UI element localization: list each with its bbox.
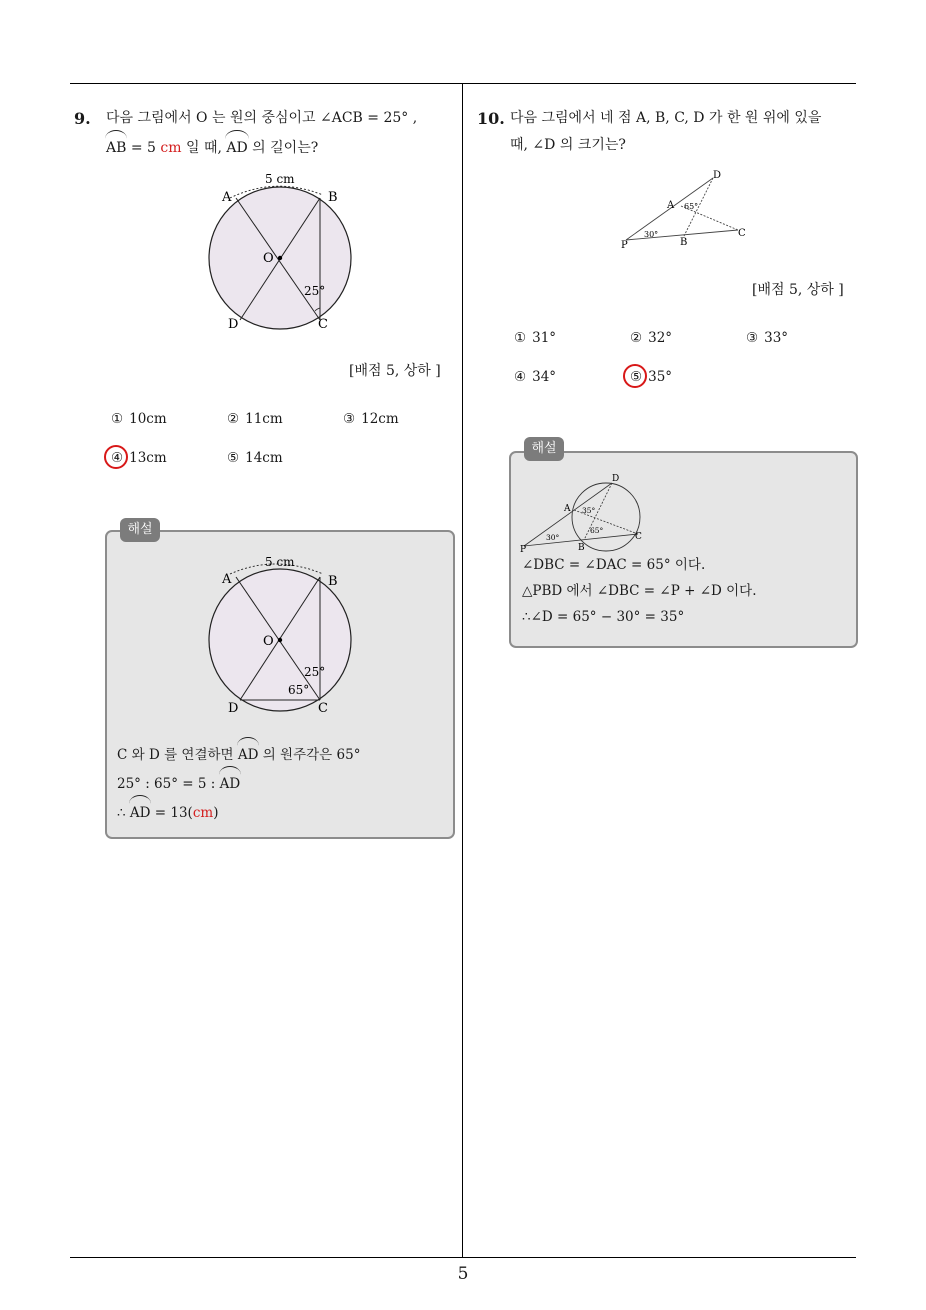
q10-choice-3-text: 33° [764, 330, 789, 346]
q9-sol-fig-angle-c2: 65° [288, 683, 310, 697]
q10-choice-1-num: ① [514, 330, 527, 346]
q10-sol-fig-angle-b: 65° [590, 526, 604, 535]
q10-choice-2-text: 32° [648, 330, 673, 346]
q9-choice-2-num: ② [227, 411, 240, 427]
q9-arc-ab: AB [106, 132, 126, 162]
q10-solution-figure [518, 470, 648, 555]
q10-choice-3-num: ③ [746, 330, 759, 346]
q9-unit: cm [160, 140, 182, 156]
q10-fig-angle-p: 30° [644, 230, 659, 239]
q10-sol-line1: ∠DBC = ∠DAC = 65° 이다. [522, 557, 706, 573]
q9-sol-line2: 25° : 65° = 5 : AD [117, 768, 447, 797]
q10-sol-fig-point-c: C [635, 532, 642, 542]
q9-number: 9. [74, 109, 91, 128]
top-rule [70, 83, 856, 84]
page-number: 5 [457, 1264, 469, 1284]
q9-circle-figure [200, 168, 365, 333]
q9-fig-top-label: 5 cm [265, 172, 295, 186]
q9-answer-circle [104, 445, 128, 469]
q9-choice-1-num: ① [111, 411, 124, 427]
q10-choice-4-text: 34° [532, 369, 557, 385]
q9-choice-1[interactable] [111, 411, 167, 427]
q9-choice-4-text: 13cm [129, 450, 167, 466]
q9-text [106, 105, 456, 162]
q9-line2: AB = 5 cm 일 때, AD 의 길이는? [106, 132, 456, 162]
q9-choice-2[interactable] [227, 411, 283, 427]
q9-sol-line3: ∴ AD = 13(cm) [117, 797, 447, 826]
q10-choice-1-text: 31° [532, 330, 557, 346]
q9-choice-3[interactable] [343, 411, 399, 427]
q9-solution-figure [200, 552, 365, 717]
q10-choice-4[interactable] [514, 369, 556, 385]
q9-sol-fig-point-c: C [318, 701, 328, 716]
q9-arc-ad: AD [226, 132, 247, 162]
q9-choice-5[interactable] [227, 450, 283, 466]
q10-fig-angle-a: 65° [684, 202, 699, 211]
q10-solution-tag: 해설 [524, 437, 564, 461]
q10-choice-3[interactable] [746, 330, 788, 346]
q10-sol-fig-angle-p: 30° [546, 533, 560, 542]
q9-score: [배점 5, 상하 ] [349, 363, 441, 379]
q9-fig-point-a: A [222, 190, 232, 205]
q10-choice-2-num: ② [630, 330, 643, 346]
q10-sol-fig-point-a: A [564, 504, 571, 514]
q9-sol-fig-angle-c: 25° [304, 665, 326, 679]
q9-choice-4-num: ④ [111, 450, 124, 466]
q9-solution-text [117, 739, 447, 826]
q10-sol-fig-point-d: D [612, 474, 620, 484]
q9-choice-2-text: 11cm [245, 411, 283, 427]
q9-sol-fig-point-d: D [228, 701, 239, 716]
q10-sol-line3: ∴∠D = 65° − 30° = 35° [522, 609, 685, 625]
q10-fig-point-c: C [738, 228, 746, 239]
q10-sol-line2: △PBD 에서 ∠DBC = ∠P + ∠D 이다. [522, 583, 757, 599]
q9-sol-fig-point-b: B [328, 574, 338, 589]
q10-fig-point-b: B [680, 237, 688, 248]
q9-sol-fig-point-o: O [263, 634, 274, 649]
q10-fig-point-d: D [713, 170, 722, 181]
q10-fig-point-p: P [621, 240, 628, 251]
q10-choice-1[interactable] [514, 330, 556, 346]
q10-choice-5-text: 35° [648, 369, 673, 385]
q10-choice-5-num: ⑤ [630, 369, 643, 385]
q9-fig-point-d: D [228, 317, 239, 332]
q9-fig-point-o: O [263, 251, 274, 266]
q9-sol-fig-top-label: 5 cm [265, 555, 295, 569]
q10-number: 10. [477, 109, 505, 128]
q9-choice-5-text: 14cm [245, 450, 283, 466]
q10-sol-fig-angle-a: 35° [582, 506, 596, 515]
q10-answer-circle [623, 364, 647, 388]
column-divider [462, 83, 463, 1258]
q10-fig-point-a: A [667, 200, 675, 211]
q10-text [510, 105, 860, 159]
q10-score: [배점 5, 상하 ] [752, 282, 844, 298]
q10-solution-text [522, 552, 847, 630]
q10-line2: 때, ∠D 의 크기는? [510, 137, 626, 153]
q9-choice-1-text: 10cm [129, 411, 167, 427]
q10-choice-4-num: ④ [514, 369, 527, 385]
q9-fig-angle-c: 25° [304, 284, 326, 298]
q10-sol-fig-point-b: B [578, 543, 585, 553]
q9-sol-fig-point-a: A [222, 572, 232, 587]
q9-fig-point-c: C [318, 317, 328, 332]
q9-fig-point-b: B [328, 190, 338, 205]
q9-choice-3-num: ③ [343, 411, 356, 427]
q10-figure [618, 168, 748, 253]
q10-choice-2[interactable] [630, 330, 672, 346]
q10-sol-fig-point-p: P [520, 545, 527, 555]
q9-line1: 다음 그림에서 O 는 원의 중심이고 ∠ACB = 25° , [106, 110, 418, 126]
q9-solution-tag: 해설 [120, 518, 160, 542]
q9-choice-5-num: ⑤ [227, 450, 240, 466]
q9-sol-line1: C 와 D 를 연결하면 AD 의 원주각은 65° [117, 739, 447, 768]
q10-line1: 다음 그림에서 네 점 A, B, C, D 가 한 원 위에 있을 [510, 110, 822, 126]
bottom-rule [70, 1257, 856, 1258]
q9-choice-3-text: 12cm [361, 411, 399, 427]
